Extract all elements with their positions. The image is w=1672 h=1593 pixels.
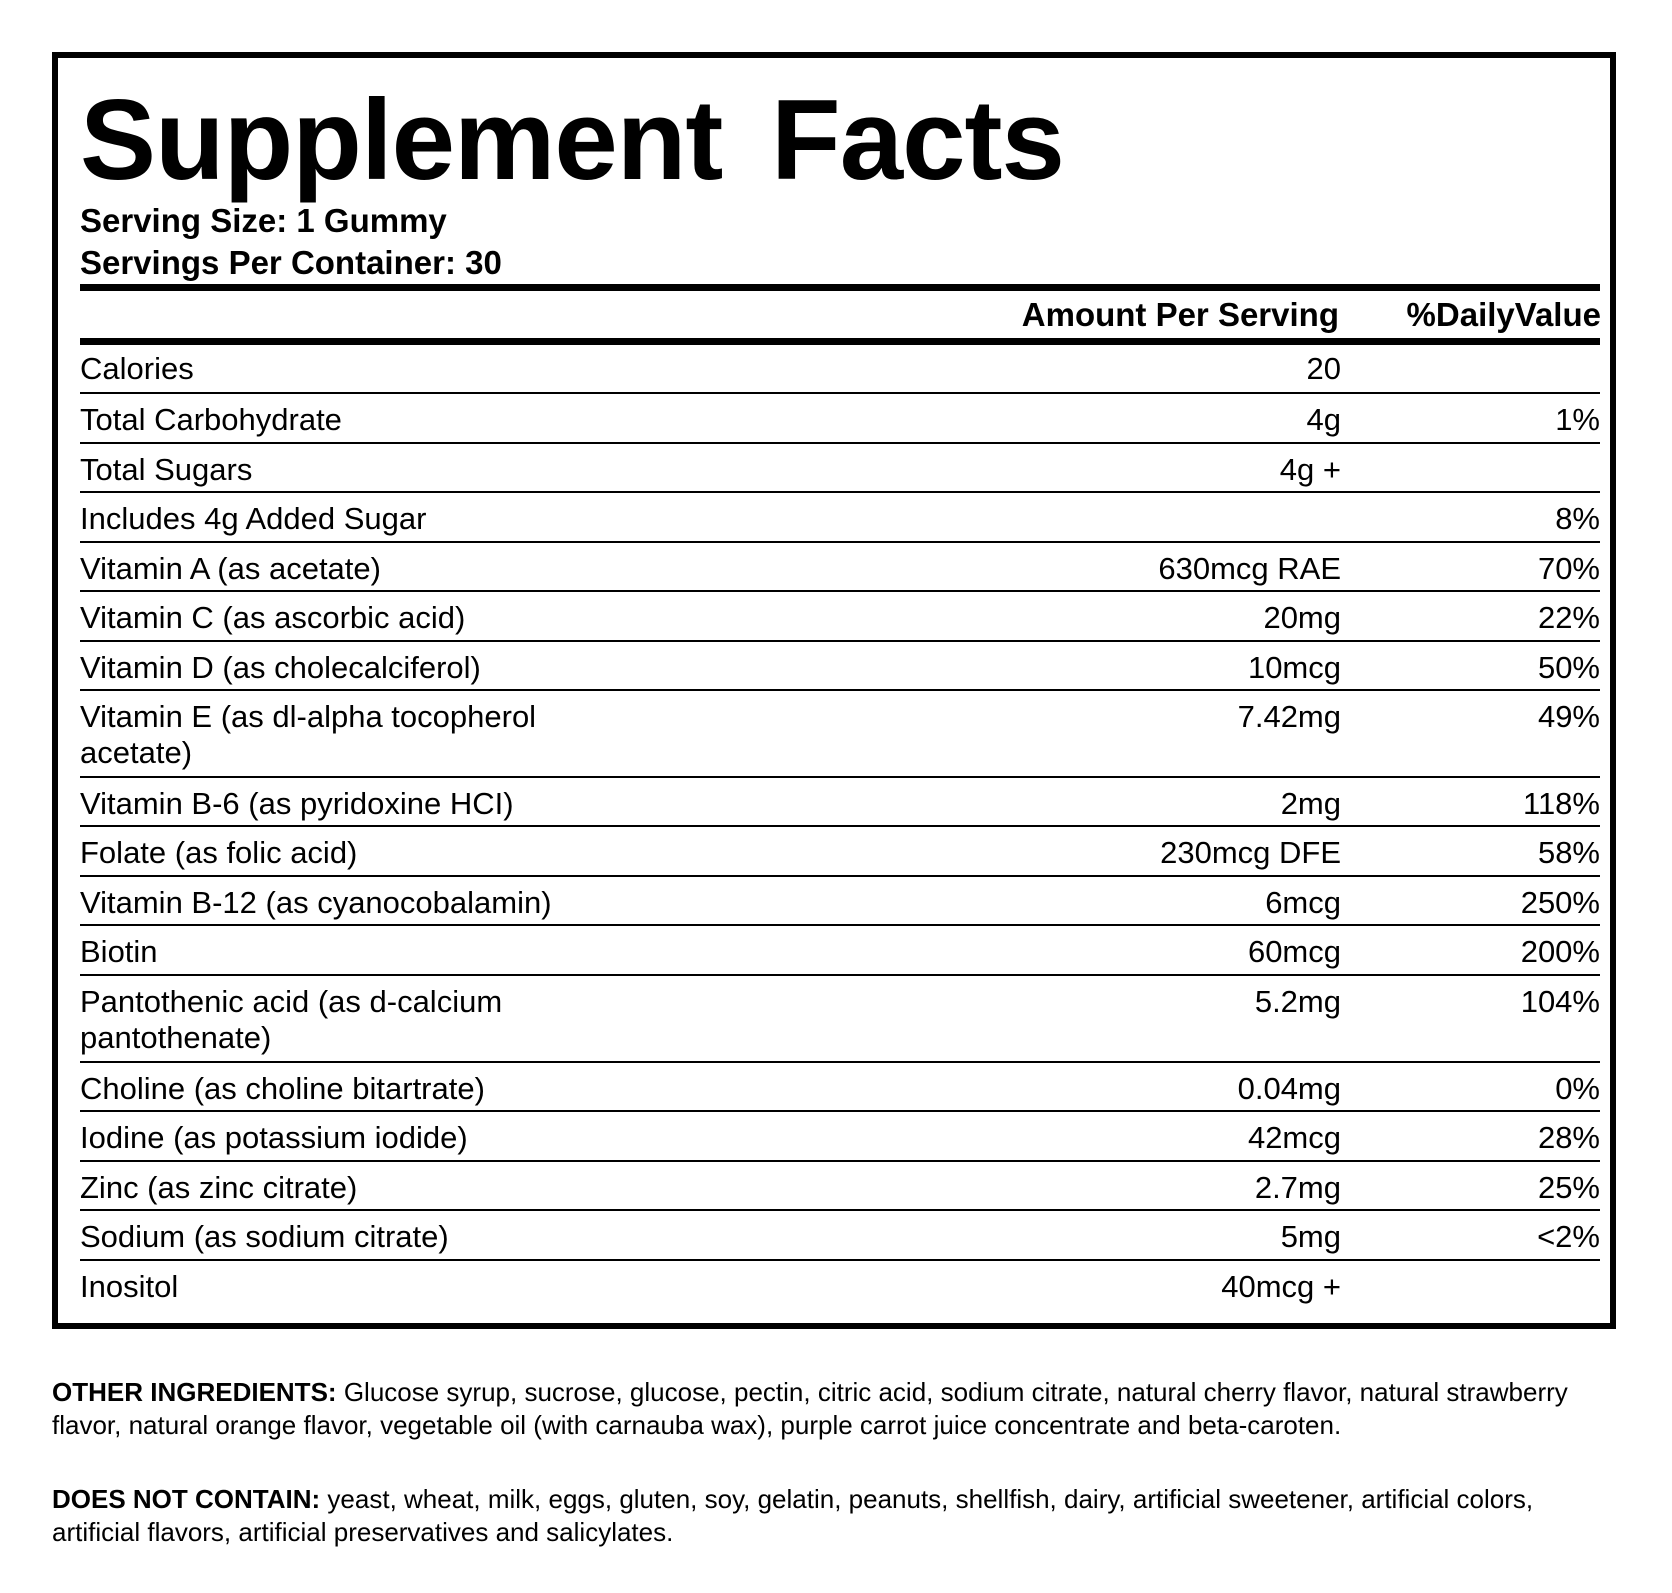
nutrient-name: Inositol: [80, 1269, 179, 1304]
table-row: [80, 345, 1600, 394]
nutrient-name: Biotin: [80, 934, 158, 969]
nutrient-daily-value: 8%: [1555, 501, 1600, 536]
nutrient-amount: 5mg: [1280, 1219, 1341, 1254]
nutrient-name: Vitamin D (as cholecalciferol): [80, 650, 481, 685]
nutrient-amount: 7.42mg: [1237, 699, 1341, 734]
nutrient-amount: 5.2mg: [1254, 984, 1341, 1019]
table-row: [80, 444, 1600, 493]
nutrient-daily-value: 1%: [1555, 402, 1600, 437]
table-row: [80, 926, 1600, 976]
nutrient-daily-value: 118%: [1523, 786, 1600, 821]
table-row: [80, 1162, 1600, 1211]
nutrient-daily-value: 25%: [1537, 1170, 1600, 1205]
table-row: [80, 1211, 1600, 1261]
does-not-contain-text: yeast, wheat, milk, eggs, gluten, soy, gelatin, peanuts, shellfish, dairy, artificial sweetener, artificial colors, artificial flavors, artificial preservatives and salicylates.: [52, 1484, 1534, 1547]
table-row: [80, 976, 1600, 1063]
nutrient-name: Iodine (as potassium iodide): [80, 1120, 468, 1155]
nutrient-name: Folate (as folic acid): [80, 835, 358, 870]
panel-title: Supplement Facts: [80, 77, 1064, 204]
nutrient-name: Sodium (as sodium citrate): [80, 1219, 449, 1254]
nutrient-amount: 0.04mg: [1237, 1071, 1341, 1106]
table-row: [80, 778, 1600, 827]
table-row: [80, 1063, 1600, 1112]
nutrient-daily-value: 70%: [1537, 551, 1600, 586]
nutrient-daily-value: <2%: [1537, 1219, 1600, 1254]
nutrient-daily-value: 0%: [1555, 1071, 1600, 1106]
nutrient-daily-value: 200%: [1520, 934, 1600, 969]
nutrient-name: Choline (as choline bitartrate): [80, 1071, 485, 1106]
nutrient-name: Pantothenic acid (as d-calcium pantothenate): [80, 984, 503, 1055]
nutrient-daily-value: 58%: [1537, 835, 1600, 870]
table-row: [80, 877, 1600, 926]
nutrient-amount: 20: [1306, 351, 1341, 386]
servings-per-container: Servings Per Container: 30: [80, 244, 502, 281]
other-ingredients-text: Glucose syrup, sucrose, glucose, pectin, citric acid, sodium citrate, natural cherry flavor, natural strawberry flavor, natural orange flavor, vegetable oil (with carnauba wax), purple carrot juice concentrate and beta-caroten.: [52, 1377, 1568, 1440]
nutrient-amount: 40mcg +: [1221, 1269, 1341, 1304]
nutrient-name: Vitamin A (as acetate): [80, 551, 381, 586]
nutrient-name: Vitamin E (as dl-alpha tocopherol acetate): [80, 699, 537, 770]
other-ingredients-label: OTHER INGREDIENTS:: [52, 1377, 337, 1407]
nutrient-amount: 2mg: [1280, 786, 1341, 821]
nutrient-daily-value: 49%: [1537, 699, 1600, 734]
nutrient-amount: 10mcg: [1247, 650, 1341, 685]
table-row: [80, 827, 1600, 877]
nutrient-name: Vitamin B-12 (as cyanocobalamin): [80, 885, 552, 920]
table-row: [80, 691, 1600, 778]
nutrient-name: Calories: [80, 351, 194, 386]
nutrient-daily-value: 22%: [1537, 600, 1600, 635]
nutrient-name: Total Carbohydrate: [80, 402, 342, 437]
serving-size: Serving Size: 1 Gummy: [80, 202, 447, 239]
table-row: [80, 543, 1600, 592]
nutrient-name: Zinc (as zinc citrate): [80, 1170, 358, 1205]
table-row: [80, 1112, 1600, 1162]
nutrient-amount: 60mcg: [1247, 934, 1341, 969]
nutrient-table: [80, 345, 1600, 1310]
nutrient-amount: 20mg: [1263, 600, 1341, 635]
other-ingredients: [52, 1376, 1612, 1442]
nutrient-amount: 4g +: [1279, 452, 1341, 487]
nutrient-amount: 230mcg DFE: [1160, 835, 1341, 870]
nutrient-name: Total Sugars: [80, 452, 253, 487]
nutrient-amount: 2.7mg: [1254, 1170, 1341, 1205]
table-row: [80, 1261, 1600, 1310]
nutrient-daily-value: 50%: [1537, 650, 1600, 685]
nutrient-name: Includes 4g Added Sugar: [80, 501, 427, 536]
thick-divider-header: [80, 338, 1600, 345]
nutrient-amount: 42mcg: [1247, 1120, 1341, 1155]
table-row: [80, 493, 1600, 543]
table-row: [80, 592, 1600, 642]
nutrient-daily-value: 250%: [1520, 885, 1600, 920]
does-not-contain-label: DOES NOT CONTAIN:: [52, 1484, 321, 1514]
thick-divider-top: [80, 284, 1600, 291]
table-row: [80, 394, 1600, 444]
nutrient-amount: 630mcg RAE: [1158, 551, 1341, 586]
nutrient-amount: 6mcg: [1265, 885, 1341, 920]
daily-value-column-header: %DailyValue: [1406, 296, 1601, 333]
does-not-contain: [52, 1483, 1612, 1549]
table-row: [80, 642, 1600, 691]
nutrient-daily-value: 28%: [1537, 1120, 1600, 1155]
nutrient-amount: 4g: [1306, 402, 1341, 437]
nutrient-name: Vitamin B-6 (as pyridoxine HCI): [80, 786, 514, 821]
amount-column-header: Amount Per Serving: [1021, 296, 1339, 333]
nutrient-name: Vitamin C (as ascorbic acid): [80, 600, 466, 635]
nutrient-daily-value: 104%: [1520, 984, 1600, 1019]
